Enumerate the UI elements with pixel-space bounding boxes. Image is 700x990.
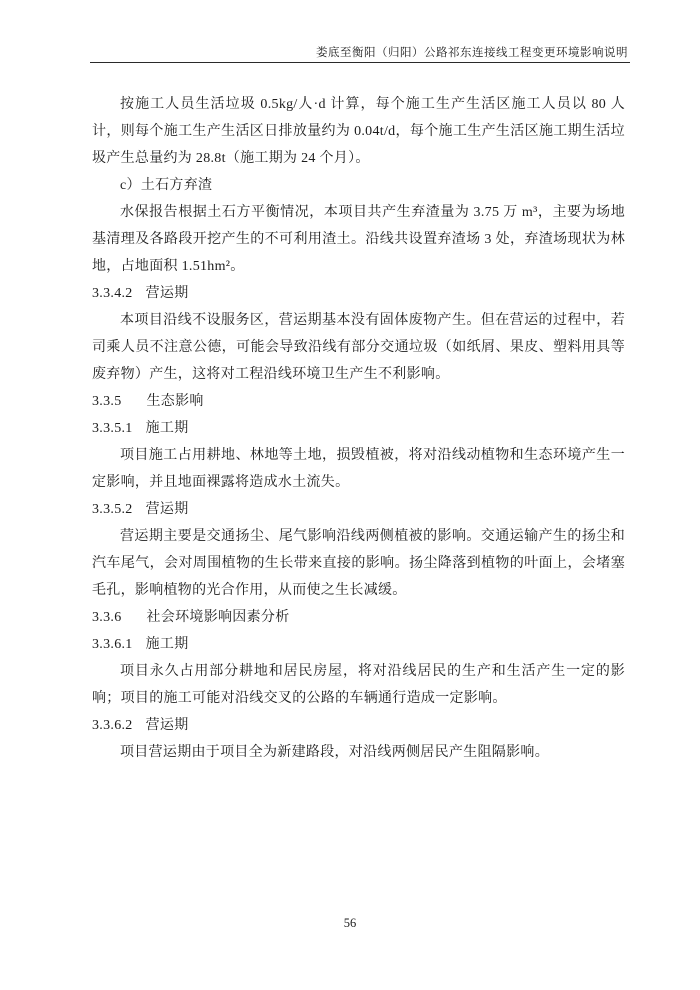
section-heading-3-3-5-2 [92,496,625,523]
list-heading-spoil: c）土石方弃渣 [120,178,213,193]
heading-number: 3.3.6.1 [92,637,133,652]
paragraph-waste-calculation: 按施工人员生活垃圾 0.5kg/人·d 计算，每个施工生产生活区施工人员以 80 人计，则每个施工生产生活区日排放量约为 0.04t/d，每个施工生产生活区施工期生活垃圾产生总量约为 28.8t（施工期为 24 个月）。 [92,97,625,166]
page-number: 56 [343,916,357,930]
heading-number: 3.3.4.2 [92,286,133,301]
section-heading-3-3-6-2 [92,712,625,739]
paragraph-ecology-construction: 项目施工占用耕地、林地等土地，损毁植被，将对沿线动植物和生态环境产生一定影响，并且地面裸露将造成水土流失。 [92,448,625,490]
heading-title: 施工期 [145,637,189,652]
paragraph-operation-waste: 本项目沿线不设服务区，营运期基本没有固体废物产生。但在营运的过程中，若司乘人员不注意公德，可能会导致沿线有部分交通垃圾（如纸屑、果皮、塑料用具等废弃物）产生，这将对工程沿线环境卫生产生不利影响。 [92,313,625,382]
heading-title: 营运期 [145,718,189,733]
section-heading-3-3-5 [92,388,625,415]
section-heading-3-3-4-2 [92,280,625,307]
section-heading-3-3-6 [92,604,625,631]
heading-title: 生态影响 [146,394,204,409]
paragraph-social-construction: 项目永久占用部分耕地和居民房屋，将对沿线居民的生产和生活产生一定的影响；项目的施工可能对沿线交叉的公路的车辆通行造成一定影响。 [92,664,625,706]
heading-title: 营运期 [145,502,189,517]
running-header-title: 娄底至衡阳（归阳）公路祁东连接线工程变更环境影响说明 [316,47,628,59]
paragraph-ecology-operation: 营运期主要是交通扬尘、尾气影响沿线两侧植被的影响。交通运输产生的扬尘和汽车尾气，会对周围植物的生长带来直接的影响。扬尘降落到植物的叶面上，会堵塞毛孔，影响植物的光合作用，从而使之生长减缓。 [92,529,625,598]
paragraph-social-operation: 项目营运期由于项目全为新建路段，对沿线两侧居民产生阻隔影响。 [120,745,549,760]
section-heading-3-3-5-1 [92,415,625,442]
heading-number: 3.3.5.2 [92,502,133,517]
document-body [92,91,625,766]
heading-number: 3.3.5.1 [92,421,133,436]
heading-number: 3.3.5 [92,394,122,409]
section-heading-3-3-6-1 [92,631,625,658]
paragraph-spoil-detail: 水保报告根据土石方平衡情况，本项目共产生弃渣量为 3.75 万 m³，主要为场地基清理及各路段开挖产生的不可利用渣土。沿线共设置弃渣场 3 处，弃渣场现状为林地，占地面积 1.51hm²。 [92,205,625,274]
heading-title: 社会环境影响因素分析 [146,610,290,625]
heading-title: 营运期 [145,286,189,301]
heading-title: 施工期 [145,421,189,436]
heading-number: 3.3.6 [92,610,122,625]
header-divider [90,62,630,63]
heading-number: 3.3.6.2 [92,718,133,733]
